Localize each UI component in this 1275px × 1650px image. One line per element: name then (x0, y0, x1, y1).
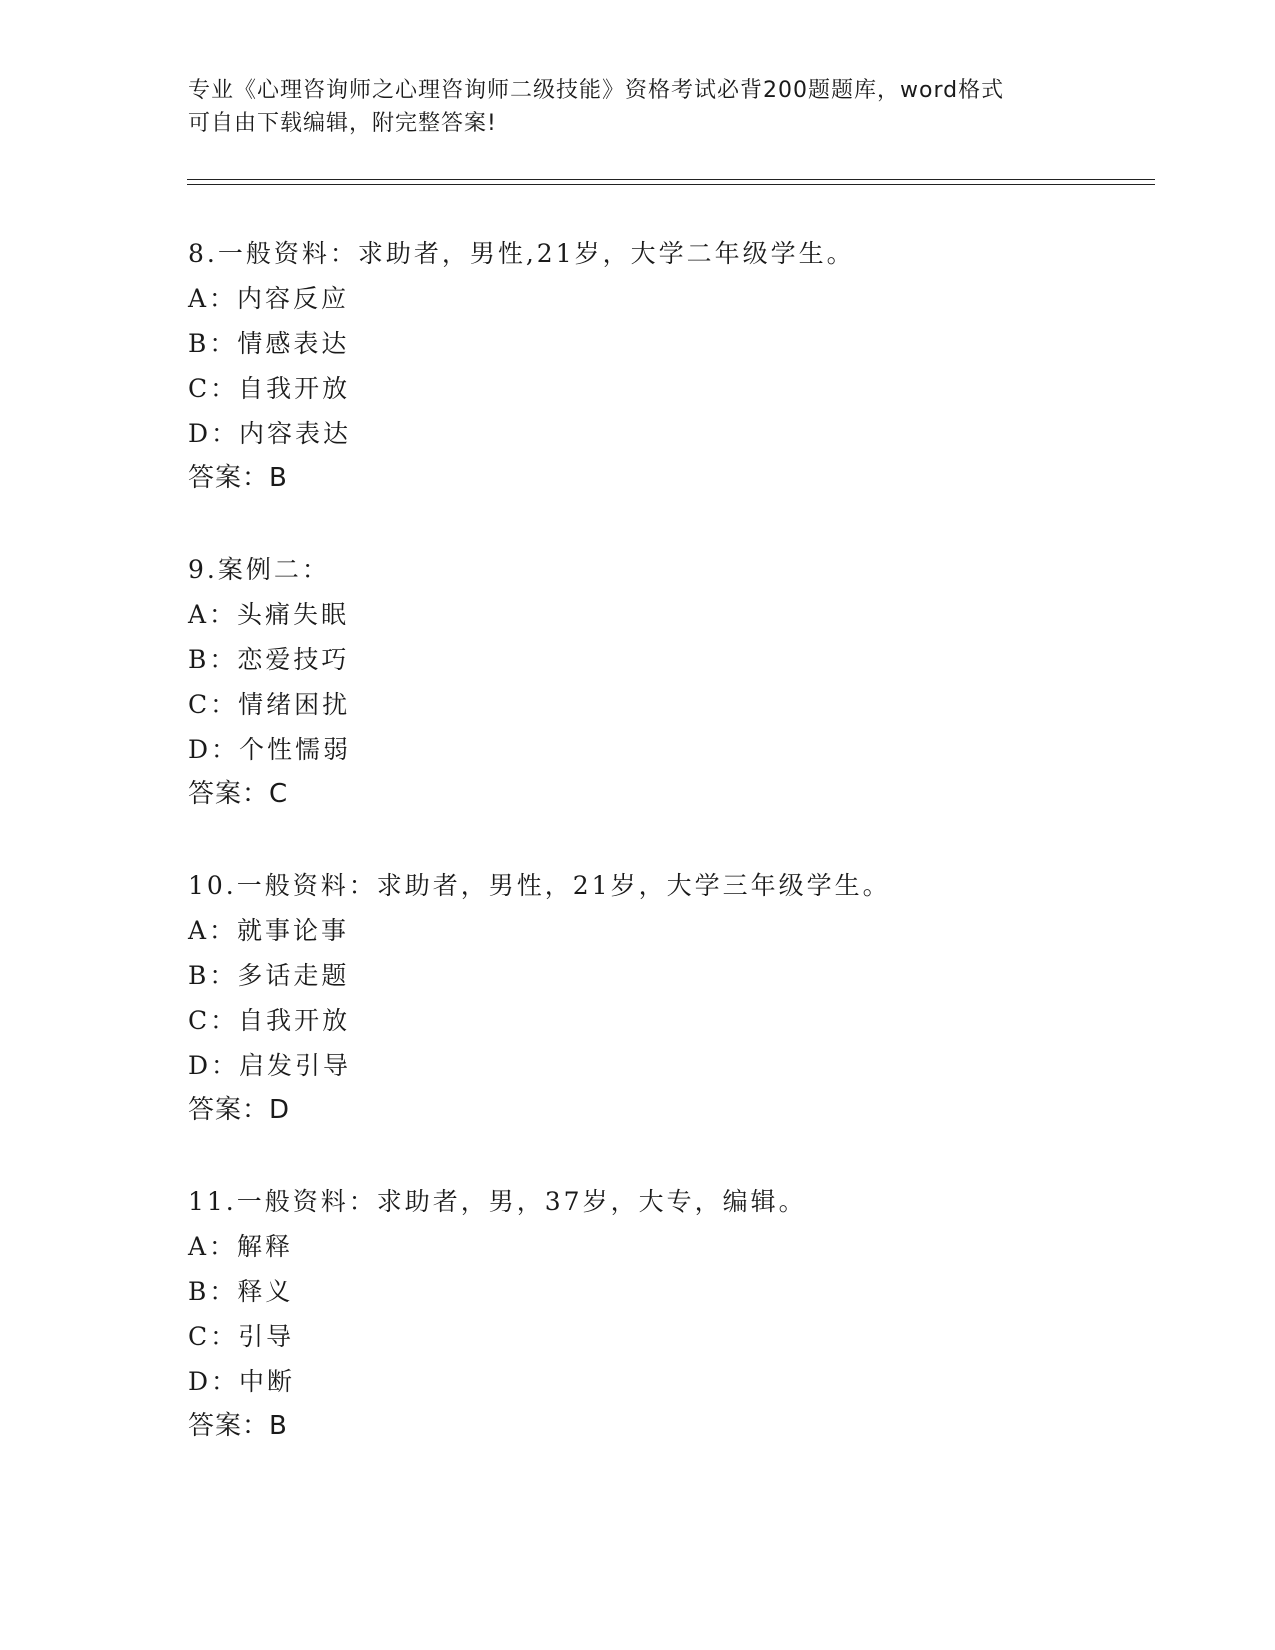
option-b: B：恋爱技巧 (188, 645, 350, 674)
header-divider-top (187, 179, 1155, 180)
answer: 答案：B (188, 1411, 288, 1441)
question-title: 8.一般资料：求助者，男性,21岁，大学二年级学生。 (188, 239, 855, 268)
option-b: B：释义 (188, 1277, 294, 1306)
header-line-1: 专业《心理咨询师之心理咨询师二级技能》资格考试必背200题题库，word格式 (188, 78, 1005, 103)
option-c: C：情绪困扰 (188, 690, 351, 719)
question-9 (188, 547, 1168, 817)
option-d: D：启发引导 (188, 1051, 352, 1080)
document-header (188, 74, 1088, 140)
option-c: C：自我开放 (188, 374, 351, 403)
question-title: 10.一般资料：求助者，男性，21岁，大学三年级学生。 (188, 871, 891, 900)
option-b: B：多话走题 (188, 961, 350, 990)
option-a: A：头痛失眠 (188, 600, 350, 629)
answer: 答案：C (188, 779, 289, 809)
question-10 (188, 863, 1168, 1133)
option-d: D：内容表达 (188, 419, 352, 448)
question-8 (188, 231, 1168, 501)
option-a: A：内容反应 (188, 284, 350, 313)
answer: 答案：B (188, 463, 288, 493)
option-b: B：情感表达 (188, 329, 350, 358)
question-11 (188, 1179, 1168, 1449)
header-divider-bottom (187, 184, 1155, 185)
option-c: C：自我开放 (188, 1006, 351, 1035)
question-title: 9.案例二： (188, 555, 330, 584)
question-title: 11.一般资料：求助者，男，37岁，大专，编辑。 (188, 1187, 807, 1216)
option-d: D：中断 (188, 1367, 296, 1396)
option-a: A：解释 (188, 1232, 294, 1261)
option-d: D：个性懦弱 (188, 735, 352, 764)
header-line-2: 可自由下载编辑，附完整答案! (188, 111, 497, 136)
answer: 答案：D (188, 1095, 291, 1125)
option-a: A：就事论事 (188, 916, 350, 945)
option-c: C：引导 (188, 1322, 295, 1351)
